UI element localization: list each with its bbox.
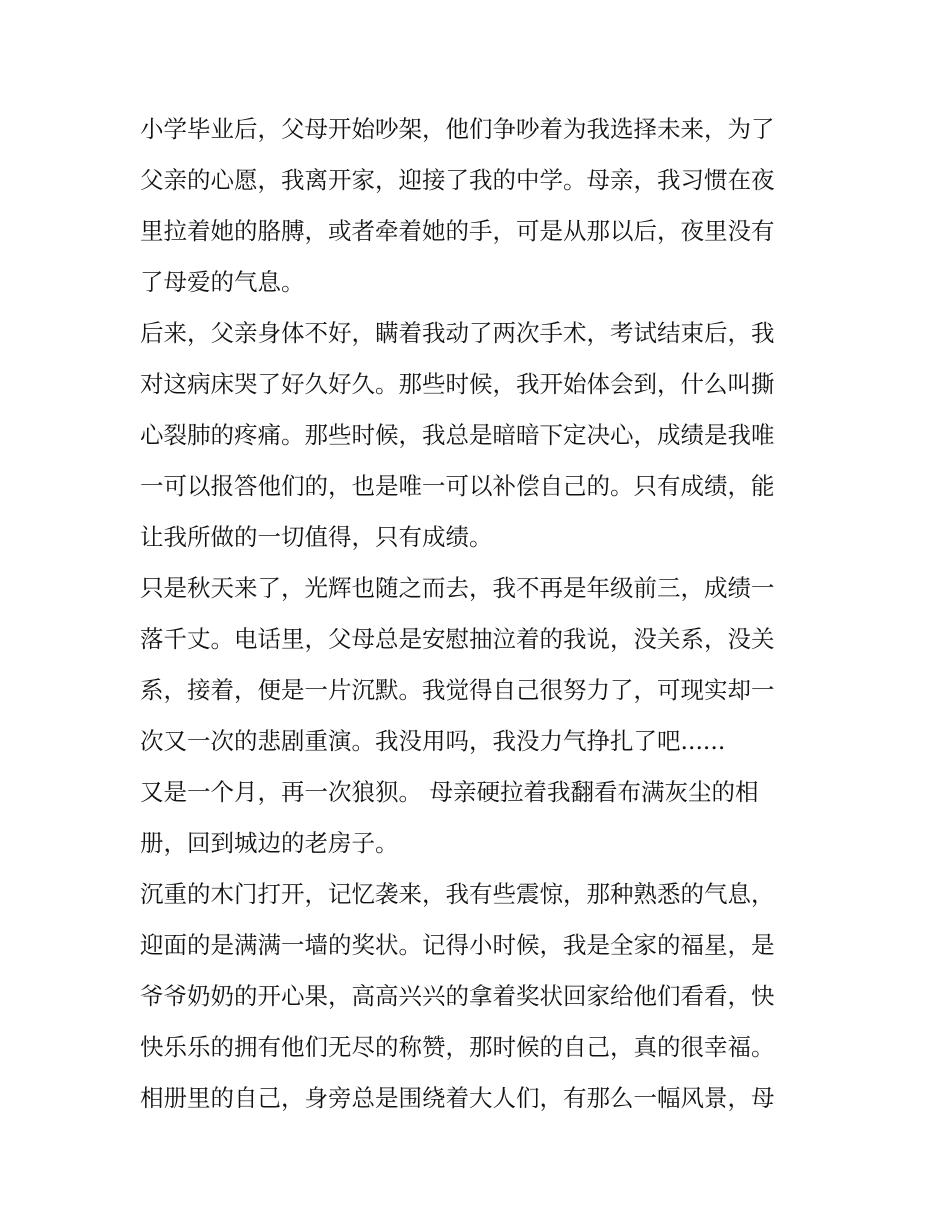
text-line: 册，回到城边的老房子。 bbox=[140, 829, 399, 857]
text-line: 后来，父亲身体不好，瞒着我动了两次手术，考试结束后，我 bbox=[140, 319, 775, 347]
text-line: 相册里的自己，身旁总是围绕着大人们，有那么一幅风景，母 bbox=[140, 1084, 775, 1112]
text-line: 了母爱的气息。 bbox=[140, 268, 305, 296]
text-line: 系，接着，便是一片沉默。我觉得自己很努力了，可现实却一 bbox=[140, 676, 775, 704]
document-body bbox=[140, 104, 820, 1124]
text-line: 只是秋天来了，光辉也随之而去，我不再是年级前三，成绩一 bbox=[140, 574, 775, 602]
text-line: 对这病床哭了好久好久。那些时候，我开始体会到，什么叫撕 bbox=[140, 370, 775, 398]
text-line: 心裂肺的疼痛。那些时候，我总是暗暗下定决心，成绩是我唯 bbox=[140, 421, 775, 449]
text-line: 一可以报答他们的，也是唯一可以补偿自己的。只有成绩，能 bbox=[140, 472, 775, 500]
text-line: 落千丈。电话里，父母总是安慰抽泣着的我说，没关系，没关 bbox=[140, 625, 775, 653]
text-line: 父亲的心愿，我离开家，迎接了我的中学。母亲，我习惯在夜 bbox=[140, 166, 775, 194]
text-line: 迎面的是满满一墙的奖状。记得小时候，我是全家的福星，是 bbox=[140, 931, 775, 959]
text-line: 又是一个月，再一次狼狈。 母亲硬拉着我翻看布满灰尘的相 bbox=[140, 778, 759, 806]
text-line: 让我所做的一切值得，只有成绩。 bbox=[140, 523, 493, 551]
text-line: 爷爷奶奶的开心果，高高兴兴的拿着奖状回家给他们看看，快 bbox=[140, 982, 775, 1010]
text-line: 小学毕业后，父母开始吵架，他们争吵着为我选择未来，为了 bbox=[140, 115, 775, 143]
text-line: 沉重的木门打开，记忆袭来，我有些震惊，那种熟悉的气息， bbox=[140, 880, 775, 908]
text-line: 次又一次的悲剧重演。我没用吗，我没力气挣扎了吧...... bbox=[140, 727, 726, 755]
text-line: 快乐乐的拥有他们无尽的称赞，那时候的自己，真的很幸福。 bbox=[140, 1033, 775, 1061]
text-line: 里拉着她的胳膊，或者牵着她的手，可是从那以后，夜里没有 bbox=[140, 217, 775, 245]
